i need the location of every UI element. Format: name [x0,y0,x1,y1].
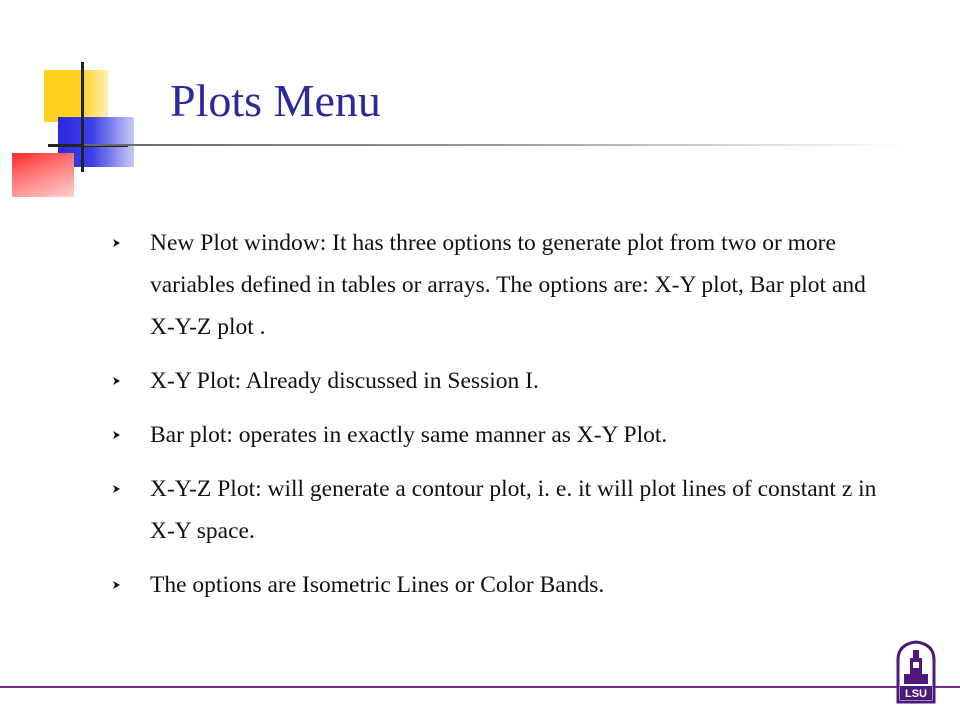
bullet-item [110,222,890,348]
bullet-text: The options are Isometric Lines or Color Bands. [150,572,605,598]
bullet-text: Bar plot: operates in exactly same manner as X-Y Plot. [150,422,668,448]
arrowhead-bullet-icon [112,376,122,386]
footer-rule [0,686,960,688]
slide-title: Plots Menu [170,75,381,126]
bullet-item [110,564,890,606]
arrowhead-bullet-icon [112,238,122,248]
decor-red-square [12,153,74,197]
arrowhead-bullet-icon [112,580,122,590]
title-underline [84,144,904,146]
bullet-item [110,468,890,552]
logo-text: LSU [905,688,927,700]
university-tower-logo-icon [894,640,938,704]
bullet-text: X-Y-Z Plot: will generate a contour plot, i. e. it will plot lines of constant z in X-Y space. [150,476,877,544]
decor-yellow-square [44,70,108,122]
decor-vertical-line [81,62,84,172]
bullet-text: X-Y Plot: Already discussed in Session I. [150,368,539,394]
bullet-item [110,414,890,456]
arrowhead-bullet-icon [112,484,122,494]
arrowhead-bullet-icon [112,430,122,440]
bullet-item [110,360,890,402]
bullet-list [110,222,890,618]
bullet-text: New Plot window: It has three options to generate plot from two or more variables defined in tables or arrays. The options are: X-Y plot, Bar plot and X-Y-Z plot . [150,230,866,340]
